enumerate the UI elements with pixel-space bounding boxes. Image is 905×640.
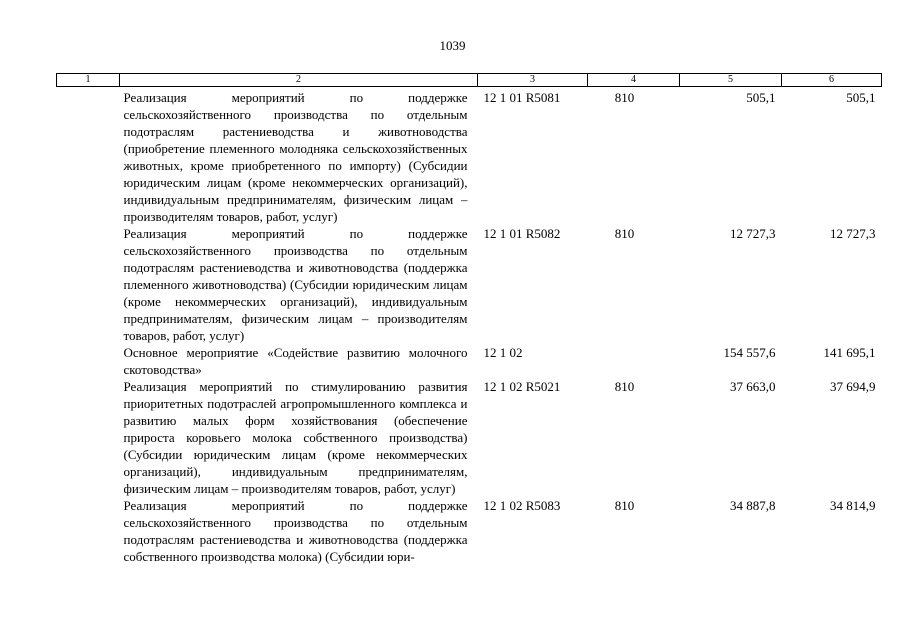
column-header: 4	[588, 74, 680, 87]
row-description: Реализация мероприятий по поддержке сельскохозяйственного производства по отдельным подотраслям растениеводства и животноводства (поддержка племенного животноводства) (Субсидии юридическим лицам (кроме некоммерческих организаций), индивидуальным предпринимателям, физическим лицам – производителям товаров, работ, услуг)	[123, 226, 468, 343]
header-row	[57, 74, 882, 87]
row-description: Основное мероприятие «Содействие развитию молочного скотоводства»	[123, 345, 468, 377]
row-code: 12 1 01 R5082	[483, 226, 561, 241]
row-code: 12 1 02 R5021	[483, 379, 561, 394]
row-description: Реализация мероприятий по поддержке сельскохозяйственного производства по отдельным подотраслям растениеводства и животноводства (поддержка собственного производства молока) (Субсидии юри-	[123, 498, 468, 564]
table-body	[57, 87, 882, 566]
row-name	[57, 497, 120, 565]
row-expense-type	[588, 344, 680, 378]
row-expense-type: 810	[614, 226, 635, 241]
column-header: 6	[782, 74, 882, 87]
row-value-2: 141 695,1	[823, 345, 876, 360]
column-header: 1	[57, 74, 120, 87]
row-description: Реализация мероприятий по поддержке сельскохозяйственного производства по отдельным подотраслям растениеводства и животноводства (приобретение племенного молодняка сельскохозяйственных животных, кроме приобретенного по импорту) (Субсидии юридическим лицам (кроме некоммерческих организаций), индивидуальным предпринимателям, физическим лицам – производителям товаров, работ, услуг)	[123, 90, 468, 224]
row-expense-type: 810	[614, 498, 635, 513]
table-row	[57, 497, 882, 565]
table-row	[57, 225, 882, 344]
table-row	[57, 87, 882, 226]
table-header	[57, 74, 882, 87]
budget-table	[56, 73, 882, 565]
row-code: 12 1 02 R5083	[483, 498, 561, 513]
row-name	[57, 344, 120, 378]
column-header: 2	[120, 74, 478, 87]
row-expense-type: 810	[614, 379, 635, 394]
table-row	[57, 344, 882, 378]
row-value-2: 505,1	[846, 90, 876, 105]
row-code: 12 1 01 R5081	[483, 90, 561, 105]
row-name	[57, 87, 120, 226]
column-header: 3	[478, 74, 588, 87]
row-value-1: 34 887,8	[730, 498, 776, 513]
row-value-2: 12 727,3	[830, 226, 876, 241]
page-number: 1039	[439, 38, 466, 53]
row-value-1: 37 663,0	[730, 379, 776, 394]
row-value-1: 154 557,6	[723, 345, 776, 360]
column-header: 5	[680, 74, 782, 87]
row-name	[57, 378, 120, 497]
row-code: 12 1 02	[483, 345, 523, 360]
row-value-2: 34 814,9	[830, 498, 876, 513]
row-description: Реализация мероприятий по стимулированию развития приоритетных подотраслей агропромышленного комплекса и развитию малых форм хозяйствования (обеспечение прироста коровьего молока собственного производства) (Субсидии юридическим лицам (кроме некоммерческих организаций), индивидуальным предпринимателям, физическим лицам – производителям товаров, работ, услуг)	[123, 379, 468, 496]
row-value-2: 37 694,9	[830, 379, 876, 394]
row-name	[57, 225, 120, 344]
row-expense-type: 810	[614, 90, 635, 105]
row-value-1: 505,1	[746, 90, 776, 105]
table-row	[57, 378, 882, 497]
row-value-1: 12 727,3	[730, 226, 776, 241]
